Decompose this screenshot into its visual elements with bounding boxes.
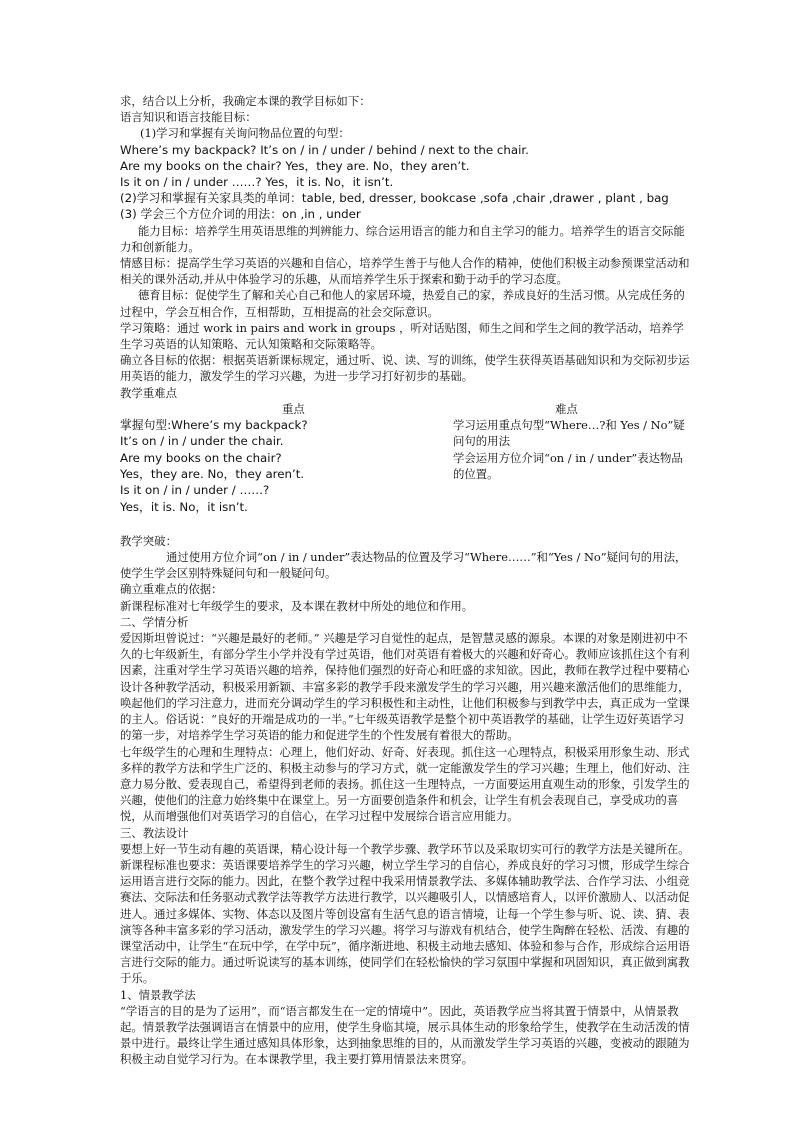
example-sentence-3: Is it on / in / under ……? Yes，it is. No，it isn’t. — [120, 175, 394, 190]
key-point-line: It’s on / in / under the chair. — [120, 434, 284, 449]
scene-method-paragraph: “学语言的目的是为了运用”，而“语言都发生在一定的情境中”。因此，英语教学应当将其置于情景中，从情景教起。情景教学法强调语言在情景中的应用，使学生身临其境，展示具体生动的形象给学生，使教学在生动活泼的情景中进行。最终让学生通过感知具体形象，达到抽象思维的目的，从而激发学生学习英语的兴趣，变被动的跟随为积极主动自觉学习行为。在本课教学里，我主要打算用情景法来贯穿。 — [120, 1003, 690, 1067]
language-goal-heading: 语言知识和语言技能目标： — [120, 110, 257, 125]
key-point-line: Yes，they are. No，they aren’t. — [120, 467, 305, 482]
key-basis-heading: 确立重难点的依据： — [120, 582, 223, 597]
key-points-header: 重点 — [282, 401, 305, 416]
section-2-heading: 二、学情分析 — [120, 614, 189, 629]
ability-goal: 能力目标：培养学生用英语思维的判辨能力、综合运用语言的能力和自主学习的能力。培养学生的语言交际能力和创新能力。 — [120, 223, 685, 254]
difficult-point-line: 学会运用方位介词“on / in / under”表达物品的位置。 — [453, 450, 683, 482]
intro-line: 求，结合以上分析，我确定本课的教学目标如下： — [120, 94, 371, 108]
teaching-breakthrough-heading: 教学突破： — [120, 533, 177, 548]
key-difficult-table — [120, 401, 690, 523]
section-3-heading: 三、教法设计 — [120, 825, 189, 840]
example-sentence-1: Where’s my backpack? It’s on / in / under / behind / next to the chair. — [120, 142, 529, 157]
moral-goal: 德育目标：促使学生了解和关心自己和他人的家居环境，热爱自己的家，养成良好的生活习惯。从完成任务的过程中，学会互相合作，互相帮助，互相提高的社会交际意识。 — [120, 288, 685, 319]
key-point-line: Are my books on the chair? — [120, 450, 282, 465]
difficult-points-header: 难点 — [555, 401, 578, 416]
key-basis-text: 新课程标准对七年级学生的要求，及本课在教材中所处的地位和作用。 — [120, 598, 474, 613]
spacer — [120, 523, 690, 533]
example-sentence-2: Are my books on the chair? Yes，they are. No，they aren’t. — [120, 158, 470, 173]
goal-1: (1)学习和掌握有关询问物品位置的句型： — [140, 126, 350, 141]
key-difficult-points-heading: 教学重难点 — [120, 385, 177, 400]
goal-3: (3) 学会三个方位介词的用法：on ,in , under — [120, 207, 361, 222]
student-analysis-paragraph-2: 七年级学生的心理和生理特点：心理上，他们好动、好奇、好表现。抓住这一心理特点，积极采用形象生动、形式多样的教学方法和学生广泛的、积极主动参与的学习方式，就一定能激发学生的学习兴趣；生理上，他们好动、注意力易分散、爱表现自己，希望得到老师的表扬。抓住这一生理特点，一方面要运用直观生动的形象，引发学生的兴趣，使他们的注意力始终集中在课堂上。另一方面要创造条件和机会，让学生有机会表现自己，享受成功的喜悦，从而增强他们对英语学习的自信心，在学习过程中发展综合语言应用能力。 — [120, 744, 690, 824]
key-point-line: Is it on / in / under / ……? — [120, 483, 270, 498]
emotion-goal: 情感目标：提高学生学习英语的兴趣和自信心，培养学生善于与他人合作的精神，使他们积极主动参预课堂活动和相关的课外活动,并从中体验学习的乐趣，从而培养学生乐于探索和勤于动手的学习态度。 — [120, 256, 690, 287]
method-design-paragraph: 要想上好一节生动有趣的英语课，精心设计每一个教学步骤、教学环节以及采取切实可行的教学方法是关键所在。新课程标准也要求：英语课要培养学生的学习兴趣，树立学生学习的自信心，养成良好的学习习惯，形成学生综合运用语言进行交际的能力。因此，在整个教学过程中我采用情景教学法、多媒体辅助教学法、合作学习法、小组竞赛法、交际法和任务驱动式教学法等教学方法进行教学，以兴趣吸引人，以情感培育人，以评价激励人、以活动促进人。通过多媒体、实物、体态以及图片等创设富有生活气息的语言情境，让每一个学生参与听、说、读、猜、表演等各种丰富多彩的学习活动，激发学生的学习兴趣。将学习与游戏有机结合，使学生陶醉在轻松、活泼、有趣的课堂活动中，让学生“在玩中学，在学中玩”，循序渐进地、积极主动地去感知、体验和参与合作，形成综合运用语言进行交际的能力。通过听说读写的基本训练，使同学们在轻松愉快的学习氛围中掌握和巩固知识，真正做到寓教于乐。 — [120, 841, 690, 986]
subsection-1-heading: 1、情景教学法 — [120, 987, 196, 1002]
learning-strategy: 学习策略：通过 work in pairs and work in groups ，听对话贴图，师生之间和学生之间的教学活动，培养学生学习英语的认知策略、元认知策略和交际策略等。 — [120, 320, 684, 352]
goal-2: (2)学习和掌握有关家具类的单词：table, bed, dresser, bookcase ,sofa ,chair ,drawer , plant , bag — [120, 191, 669, 206]
document-body — [120, 93, 690, 1068]
difficult-points-column — [453, 417, 685, 483]
difficult-point-line: 学习运用重点句型“Where…?和 Yes / No”疑问句的用法 — [453, 417, 685, 449]
teaching-breakthrough-text: 通过使用方位介词“on / in / under”表达物品的位置及学习“Where……”和“Yes / No”疑问句的用法，使学生学会区别特殊疑问句和一般疑问句。 — [120, 550, 687, 581]
key-point-line: 掌握句型:Where’s my backpack? — [120, 417, 308, 432]
goal-basis: 确立各目标的依据：根据英语新课标规定，通过听、说、读、写的训练，使学生获得英语基础知识和为交际初步运用英语的能力，激发学生的学习兴趣，为进一步学习打好初步的基础。 — [120, 353, 690, 384]
student-analysis-paragraph-1: 爱因斯坦曾说过：“兴趣是最好的老师。” 兴趣是学习自觉性的起点，是智慧灵感的源泉。本课的对象是刚进初中不久的七年级新生，有部分学生小学并没有学过英语，他们对英语有着极大的兴趣和好奇心。教师应该抓住这个有利因素，注重对学生学习英语兴趣的培养，保持他们强烈的好奇心和旺盛的求知欲。因此，教师在教学过程中要精心设计各种教学活动，积极采用新颖、丰富多彩的教学手段来激发学生的学习兴趣，用兴趣来激活他们的思维能力，唤起他们的学习注意力，进而充分调动学生的学习积极性和主动性，让他们积极参与到教学中去，真正成为一堂课的主人。俗话说：“良好的开端是成功的一半。”七年级英语教学是整个初中英语教学的基础，让学生迈好英语学习的第一步，对培养学生学习英语的能力和促进学生的个性发展有着很大的帮助。 — [120, 631, 690, 743]
key-points-column — [120, 417, 440, 515]
key-point-line: Yes，it is. No，it isn’t. — [120, 499, 248, 514]
